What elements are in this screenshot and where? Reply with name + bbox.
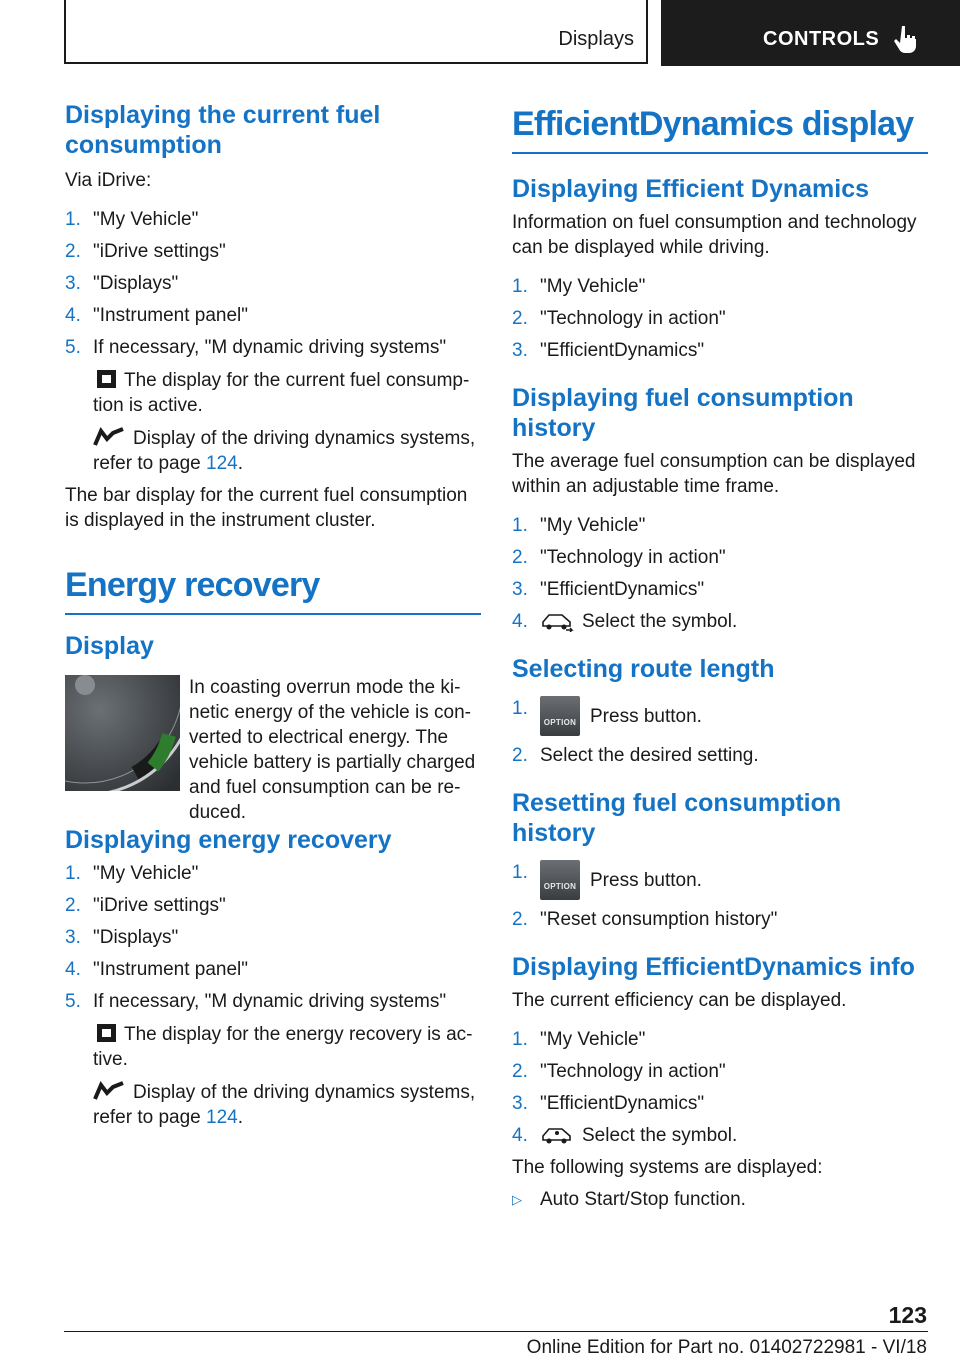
header-section-title: Displays: [558, 28, 634, 50]
list-item: 1. "My Vehicle": [512, 276, 646, 297]
route-length-heading: Selecting route length: [512, 655, 775, 683]
energy-note-dynamics: Display of the driving dynamics systems, refer to page 124.: [93, 1082, 476, 1128]
list-item: 2. "iDrive settings": [65, 241, 226, 262]
list-item: 2. "Technology in action": [512, 1061, 726, 1082]
list-item: 4. Select the symbol.: [512, 1125, 738, 1146]
energy-recovery-gauge-image: [65, 675, 180, 791]
reset-history-steps: [512, 860, 928, 932]
efficientdynamics-info-heading: Displaying EfficientDynamics info: [512, 953, 915, 981]
list-item: 2. "Technology in action": [512, 308, 726, 329]
list-item: 1. OPTION Press button.: [512, 860, 928, 900]
hand-pointer-icon: [893, 24, 919, 54]
list-item: ▷ Auto Start/Stop function.: [512, 1189, 746, 1210]
display-text: In coasting overrun mode the ki-netic energy of the vehicle is con-verted to electrical energy. The vehicle battery is partially charged and fuel consumption can be re-duced.: [189, 677, 476, 823]
efficient-dynamics-steps: [512, 274, 928, 363]
right-column: [512, 104, 928, 1212]
efficient-dynamics-text: Information on fuel consumption and technology can be displayed while driving.: [512, 212, 917, 258]
efficientdynamics-info-text: The current efficiency can be displayed.: [512, 990, 847, 1011]
via-idrive-text: Via iDrive:: [65, 170, 152, 191]
energy-recovery-heading: Energy recovery: [65, 565, 481, 615]
display-heading: Display: [65, 632, 154, 660]
reset-history-heading: Resetting fuel consumption history: [512, 789, 842, 847]
footer-divider: [64, 1331, 928, 1332]
header-chapter-box: [661, 0, 960, 66]
list-item: 4. "Instrument panel": [65, 959, 249, 980]
systems-text: The following systems are displayed:: [512, 1157, 823, 1178]
efficientdynamics-display-heading: EfficientDynamics display: [512, 104, 928, 154]
list-item: 1. "My Vehicle": [512, 1029, 646, 1050]
list-item: 3. "EfficientDynamics": [512, 1093, 705, 1114]
car-info-icon: [540, 1124, 574, 1146]
energy-note-active: The display for the energy recovery is ac-tive.: [93, 1024, 473, 1070]
driving-dynamics-icon: [93, 427, 125, 447]
route-length-steps: [512, 696, 928, 768]
display-section: [65, 623, 481, 823]
left-column: [65, 100, 481, 1130]
list-item: 2. "Technology in action": [512, 547, 726, 568]
list-item: 5. If necessary, "M dynamic driving systems": [65, 991, 447, 1012]
list-item: 1. "My Vehicle": [512, 515, 646, 536]
list-item: 3. "Displays": [65, 273, 179, 294]
displaying-efficient-dynamics-heading: Displaying Efficient Dynamics: [512, 175, 870, 203]
header-section-box: [64, 0, 648, 64]
edition-text: Online Edition for Part no. 01402722981 - VI/18: [526, 1337, 927, 1358]
list-item: 2. "Reset consumption history": [512, 909, 778, 930]
option-button-icon[interactable]: OPTION: [540, 696, 580, 736]
efficientdynamics-info-steps: [512, 1027, 928, 1148]
list-item: 1. OPTION Press button.: [512, 696, 928, 736]
list-item: 3. "EfficientDynamics": [512, 579, 705, 600]
option-button-icon[interactable]: OPTION: [540, 860, 580, 900]
systems-list: [512, 1187, 928, 1212]
list-item: 3. "Displays": [65, 927, 179, 948]
fuel-note-dynamics: Display of the driving dynamics systems, refer to page 124.: [93, 428, 476, 474]
list-item: 1. "My Vehicle": [65, 209, 199, 230]
header-chapter-title: CONTROLS: [763, 28, 880, 50]
energy-steps-list: [65, 861, 481, 1014]
fuel-steps-list: [65, 207, 481, 360]
square-display-icon: [97, 1024, 116, 1042]
page-link[interactable]: 124: [206, 1107, 238, 1128]
page-header: [0, 0, 960, 66]
list-item: 2. "iDrive settings": [65, 895, 226, 916]
fuel-bar-text: The bar display for the current fuel consumption is displayed in the instrument cluster.: [65, 485, 468, 531]
page-link[interactable]: 124: [206, 453, 238, 474]
square-display-icon: [97, 370, 116, 388]
fuel-consumption-heading: Displaying the current fuel consumption: [65, 101, 381, 159]
fuel-history-text: The average fuel consumption can be displayed within an adjustable time frame.: [512, 451, 916, 497]
fuel-note-active: The display for the current fuel consump-tion is active.: [93, 370, 470, 416]
fuel-history-steps: [512, 513, 928, 634]
list-item: 1. "My Vehicle": [65, 863, 199, 884]
displaying-energy-recovery-heading: Displaying energy recovery: [65, 826, 392, 854]
list-item: 4. Select the symbol.: [512, 611, 738, 632]
list-item: 3. "EfficientDynamics": [512, 340, 705, 361]
triangle-bullet-icon: ▷: [512, 1192, 522, 1207]
list-item: 2. Select the desired setting.: [512, 745, 759, 766]
list-item: 4. "Instrument panel": [65, 305, 249, 326]
list-item: 5. If necessary, "M dynamic driving systems": [65, 337, 447, 358]
car-history-icon: [540, 610, 574, 632]
page-number: 123: [888, 1302, 927, 1328]
fuel-history-heading: Displaying fuel consumption history: [512, 384, 854, 442]
driving-dynamics-icon: [93, 1081, 125, 1101]
